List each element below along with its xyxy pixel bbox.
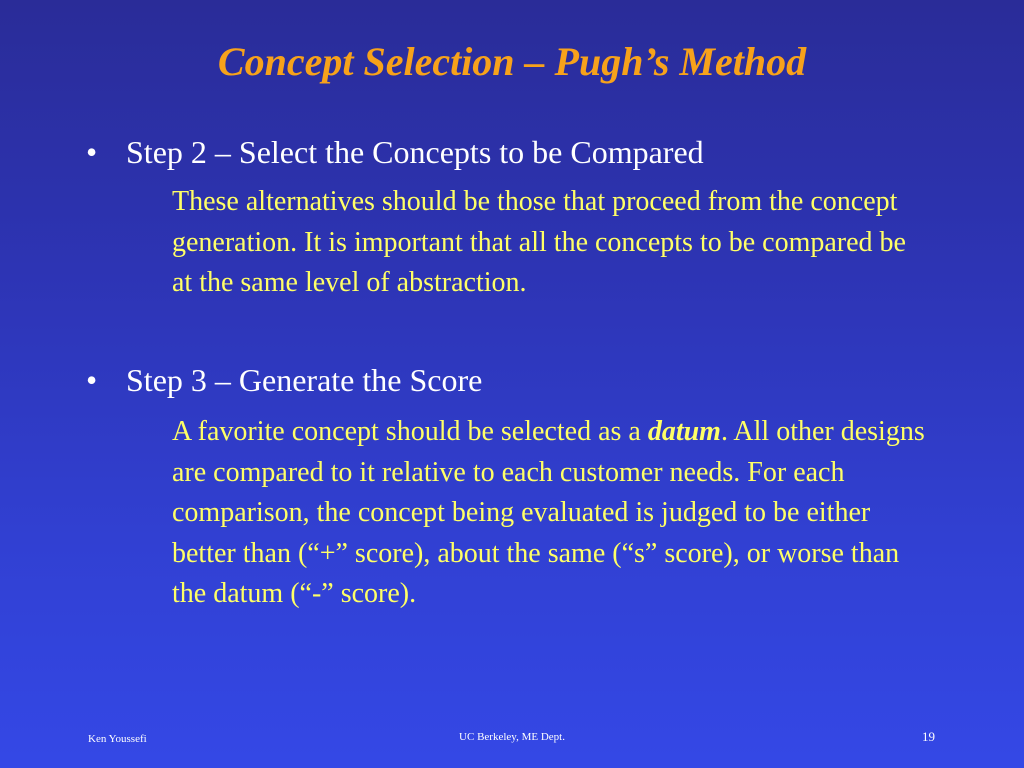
datum-emphasis: datum bbox=[647, 416, 721, 447]
footer-author: Ken Youssefi bbox=[88, 733, 147, 745]
bullet-heading: Step 3 – Generate the Score bbox=[126, 362, 483, 398]
page-number: 19 bbox=[922, 729, 935, 744]
bullet-step-3 bbox=[86, 360, 966, 400]
slide-title: Concept Selection – Pugh’s Method bbox=[217, 39, 807, 84]
description-text-continued: . All other designs are compared to it relative to each customer needs. For each comparison, the concept being evaluated is judged to be either better than (“+” score), about the same (“s” score), or worse than the datum (“-” score). bbox=[172, 416, 925, 609]
description-text: A favorite concept should be selected as a bbox=[172, 416, 648, 447]
footer-organization: UC Berkeley, ME Dept. bbox=[459, 731, 565, 743]
step-3-description bbox=[172, 412, 932, 615]
bullet-step-2 bbox=[86, 132, 966, 172]
bullet-marker: • bbox=[86, 362, 98, 398]
bullet-marker: • bbox=[86, 134, 98, 170]
bullet-heading: Step 2 – Select the Concepts to be Compared bbox=[126, 134, 704, 170]
step-2-description: These alternatives should be those that proceed from the concept generation. It is important that all the concepts to be compared be at the same level of abstraction. bbox=[172, 186, 906, 298]
